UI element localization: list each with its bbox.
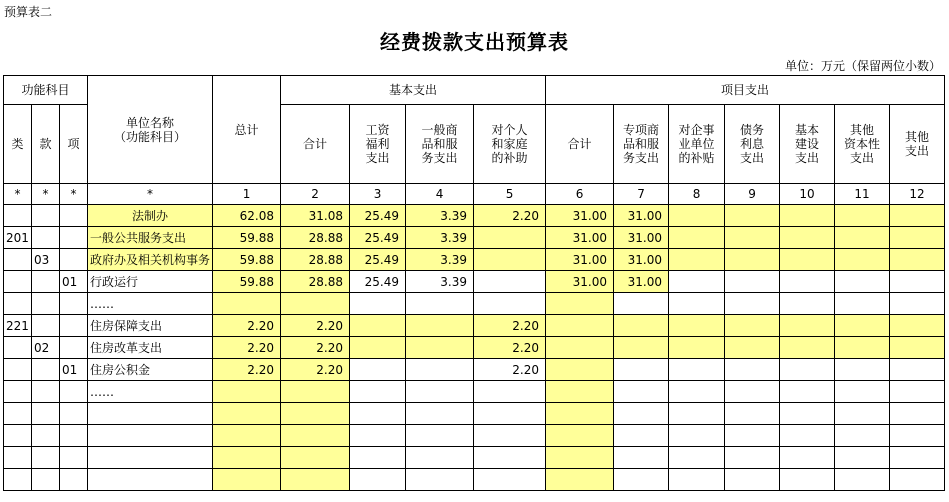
header-project-expenditure: 项目支出: [546, 76, 945, 105]
amount-cell: [281, 447, 350, 469]
amount-cell: [890, 425, 945, 447]
amount-cell: [780, 249, 835, 271]
amount-cell: [780, 403, 835, 425]
amount-cell: 59.88: [213, 271, 281, 293]
column-index-cell: 3: [350, 184, 406, 205]
amount-cell: [835, 227, 890, 249]
table-row: [4, 359, 945, 381]
table-row: [4, 249, 945, 271]
unit-name-cell: 一般公共服务支出: [88, 227, 213, 249]
amount-cell: 28.88: [281, 271, 350, 293]
amount-cell: [669, 447, 725, 469]
column-index-cell: *: [4, 184, 32, 205]
amount-cell: [474, 227, 546, 249]
amount-cell: [474, 469, 546, 491]
header-func-subject: 功能科目: [4, 76, 88, 105]
amount-cell: [546, 359, 614, 381]
amount-cell: [474, 271, 546, 293]
amount-cell: [406, 359, 474, 381]
amount-cell: [669, 293, 725, 315]
amount-cell: [835, 271, 890, 293]
amount-cell: [546, 425, 614, 447]
amount-cell: 3.39: [406, 271, 474, 293]
subject-code-cell: [32, 359, 60, 381]
amount-cell: [890, 359, 945, 381]
subject-code-cell: [32, 271, 60, 293]
amount-cell: [890, 227, 945, 249]
subject-code-cell: 01: [60, 271, 88, 293]
amount-cell: [780, 447, 835, 469]
amount-cell: 25.49: [350, 271, 406, 293]
amount-cell: [350, 359, 406, 381]
amount-cell: 3.39: [406, 205, 474, 227]
subject-code-cell: [32, 381, 60, 403]
subject-code-cell: [4, 403, 32, 425]
amount-cell: [725, 403, 780, 425]
document-title: 经费拨款支出预算表: [380, 30, 569, 54]
amount-cell: [406, 315, 474, 337]
amount-cell: 2.20: [213, 359, 281, 381]
amount-cell: [835, 249, 890, 271]
subject-code-cell: [60, 293, 88, 315]
amount-cell: [546, 447, 614, 469]
unit-note: 单位：万元（保留两位小数）: [784, 59, 941, 73]
header-project-subtotal: 合计: [546, 105, 614, 184]
amount-cell: [406, 403, 474, 425]
amount-cell: 25.49: [350, 249, 406, 271]
column-index-cell: *: [60, 184, 88, 205]
amount-cell: [835, 315, 890, 337]
subject-code-cell: 02: [32, 337, 60, 359]
amount-cell: [669, 337, 725, 359]
amount-cell: [835, 359, 890, 381]
amount-cell: [725, 447, 780, 469]
amount-cell: [614, 381, 669, 403]
amount-cell: [474, 381, 546, 403]
amount-cell: [725, 359, 780, 381]
amount-cell: [350, 469, 406, 491]
amount-cell: 2.20: [281, 337, 350, 359]
amount-cell: [669, 249, 725, 271]
amount-cell: [780, 227, 835, 249]
subject-code-cell: [60, 249, 88, 271]
amount-cell: 3.39: [406, 227, 474, 249]
amount-cell: [614, 403, 669, 425]
header-individual-subsidy: 对个人 和家庭 的补助: [474, 105, 546, 184]
amount-cell: [669, 359, 725, 381]
header-wages-welfare: 工资 福利 支出: [350, 105, 406, 184]
amount-cell: [890, 447, 945, 469]
amount-cell: [281, 293, 350, 315]
column-index-cell: 5: [474, 184, 546, 205]
unit-name-cell: 住房改革支出: [88, 337, 213, 359]
amount-cell: [669, 227, 725, 249]
subject-code-cell: [32, 205, 60, 227]
amount-cell: [725, 205, 780, 227]
header-total: 总计: [213, 76, 281, 184]
amount-cell: [780, 315, 835, 337]
amount-cell: [614, 359, 669, 381]
header-unit-name: 单位名称 （功能科目）: [88, 76, 213, 184]
amount-cell: 31.00: [614, 271, 669, 293]
amount-cell: 2.20: [474, 205, 546, 227]
amount-cell: [780, 337, 835, 359]
amount-cell: 31.00: [546, 205, 614, 227]
amount-cell: [725, 469, 780, 491]
amount-cell: 31.00: [546, 271, 614, 293]
table-body: [4, 205, 945, 491]
subject-code-cell: [4, 337, 32, 359]
header-basic-expenditure: 基本支出: [281, 76, 546, 105]
table-number-label: 预算表二: [4, 5, 53, 19]
subject-code-cell: [32, 227, 60, 249]
table-row: [4, 271, 945, 293]
amount-cell: [725, 249, 780, 271]
amount-cell: 62.08: [213, 205, 281, 227]
amount-cell: [474, 293, 546, 315]
amount-cell: [406, 469, 474, 491]
amount-cell: [281, 403, 350, 425]
table-row: [4, 293, 945, 315]
column-index-cell: 8: [669, 184, 725, 205]
amount-cell: 2.20: [474, 359, 546, 381]
amount-cell: [350, 293, 406, 315]
amount-cell: 59.88: [213, 249, 281, 271]
amount-cell: 2.20: [213, 315, 281, 337]
amount-cell: [890, 249, 945, 271]
header-debt-interest: 债务 利息 支出: [725, 105, 780, 184]
amount-cell: [281, 425, 350, 447]
subject-code-cell: [32, 425, 60, 447]
table-row: [4, 337, 945, 359]
amount-cell: [890, 403, 945, 425]
amount-cell: [669, 205, 725, 227]
subject-code-cell: [4, 271, 32, 293]
amount-cell: [835, 447, 890, 469]
header-capital-construction: 基本 建设 支出: [780, 105, 835, 184]
amount-cell: [614, 425, 669, 447]
amount-cell: 31.00: [614, 205, 669, 227]
amount-cell: [669, 425, 725, 447]
amount-cell: [350, 425, 406, 447]
unit-name-cell: 法制办: [88, 205, 213, 227]
budget-table: [3, 75, 945, 491]
amount-cell: [835, 337, 890, 359]
subject-code-cell: [4, 249, 32, 271]
amount-cell: [890, 271, 945, 293]
amount-cell: [350, 315, 406, 337]
amount-cell: [780, 293, 835, 315]
amount-cell: [669, 403, 725, 425]
table-row: [4, 447, 945, 469]
unit-name-cell: [88, 403, 213, 425]
amount-cell: [835, 469, 890, 491]
subject-code-cell: 01: [60, 359, 88, 381]
header-kuan: 款: [32, 105, 60, 184]
column-index-cell: 4: [406, 184, 474, 205]
amount-cell: [725, 381, 780, 403]
subject-code-cell: [32, 447, 60, 469]
subject-code-cell: [4, 205, 32, 227]
amount-cell: [213, 447, 281, 469]
amount-cell: 59.88: [213, 227, 281, 249]
amount-cell: [890, 381, 945, 403]
header-xiang: 项: [60, 105, 88, 184]
subject-code-cell: [32, 293, 60, 315]
amount-cell: [835, 205, 890, 227]
header-goods-services: 一般商 品和服 务支出: [406, 105, 474, 184]
amount-cell: [835, 403, 890, 425]
amount-cell: [406, 293, 474, 315]
amount-cell: 31.00: [546, 227, 614, 249]
unit-name-cell: 行政运行: [88, 271, 213, 293]
amount-cell: [474, 425, 546, 447]
amount-cell: 31.00: [546, 249, 614, 271]
subject-code-cell: 201: [4, 227, 32, 249]
subject-code-cell: [60, 337, 88, 359]
amount-cell: [281, 469, 350, 491]
subject-code-cell: [32, 315, 60, 337]
column-index-cell: 7: [614, 184, 669, 205]
table-row: [4, 227, 945, 249]
amount-cell: [614, 293, 669, 315]
amount-cell: 31.00: [614, 227, 669, 249]
column-index-cell: 11: [835, 184, 890, 205]
amount-cell: [546, 315, 614, 337]
amount-cell: [474, 249, 546, 271]
amount-cell: [350, 403, 406, 425]
header-other-expenditure: 其他 支出: [890, 105, 945, 184]
amount-cell: [780, 469, 835, 491]
amount-cell: [725, 293, 780, 315]
amount-cell: [669, 315, 725, 337]
amount-cell: [474, 403, 546, 425]
column-index-cell: 12: [890, 184, 945, 205]
header-lei: 类: [4, 105, 32, 184]
subject-code-cell: 221: [4, 315, 32, 337]
subject-code-cell: [32, 469, 60, 491]
header-enterprise-subsidy: 对企事 业单位 的补贴: [669, 105, 725, 184]
amount-cell: [835, 293, 890, 315]
unit-name-cell: 住房保障支出: [88, 315, 213, 337]
header-basic-subtotal: 合计: [281, 105, 350, 184]
subject-code-cell: [4, 293, 32, 315]
amount-cell: 3.39: [406, 249, 474, 271]
table-row: [4, 205, 945, 227]
amount-cell: [213, 403, 281, 425]
table-row: [4, 469, 945, 491]
amount-cell: [350, 447, 406, 469]
subject-code-cell: [4, 469, 32, 491]
amount-cell: [546, 293, 614, 315]
amount-cell: [890, 469, 945, 491]
amount-cell: [546, 403, 614, 425]
unit-name-cell: 住房公积金: [88, 359, 213, 381]
subject-code-cell: [60, 205, 88, 227]
unit-name-cell: [88, 425, 213, 447]
column-index-cell: 6: [546, 184, 614, 205]
column-index-cell: 10: [780, 184, 835, 205]
unit-name-cell: [88, 469, 213, 491]
subject-code-cell: [60, 227, 88, 249]
amount-cell: [725, 425, 780, 447]
subject-code-cell: [4, 447, 32, 469]
amount-cell: [213, 293, 281, 315]
subject-code-cell: [4, 359, 32, 381]
amount-cell: [406, 425, 474, 447]
amount-cell: 28.88: [281, 249, 350, 271]
amount-cell: [725, 271, 780, 293]
amount-cell: 2.20: [281, 359, 350, 381]
amount-cell: [725, 315, 780, 337]
amount-cell: 25.49: [350, 227, 406, 249]
unit-name-cell: 政府办及相关机构事务: [88, 249, 213, 271]
amount-cell: 25.49: [350, 205, 406, 227]
subject-code-cell: [60, 381, 88, 403]
amount-cell: [474, 447, 546, 469]
amount-cell: [669, 381, 725, 403]
amount-cell: [780, 205, 835, 227]
column-index-cell: 2: [281, 184, 350, 205]
amount-cell: [281, 381, 350, 403]
table-row: [4, 315, 945, 337]
amount-cell: 31.08: [281, 205, 350, 227]
column-index-cell: *: [32, 184, 60, 205]
amount-cell: [669, 469, 725, 491]
header-special-goods: 专项商 品和服 务支出: [614, 105, 669, 184]
amount-cell: [213, 381, 281, 403]
amount-cell: [406, 447, 474, 469]
amount-cell: 2.20: [281, 315, 350, 337]
amount-cell: [780, 425, 835, 447]
amount-cell: 2.20: [213, 337, 281, 359]
table-row: [4, 425, 945, 447]
column-index-row: [4, 184, 945, 205]
amount-cell: [546, 337, 614, 359]
amount-cell: [213, 425, 281, 447]
amount-cell: [614, 337, 669, 359]
amount-cell: [350, 337, 406, 359]
subject-code-cell: [32, 403, 60, 425]
amount-cell: [890, 337, 945, 359]
amount-cell: [614, 447, 669, 469]
subject-code-cell: [4, 425, 32, 447]
subject-code-cell: [60, 315, 88, 337]
amount-cell: [780, 271, 835, 293]
amount-cell: [614, 469, 669, 491]
amount-cell: [890, 293, 945, 315]
subject-code-cell: [60, 425, 88, 447]
column-index-cell: 9: [725, 184, 780, 205]
amount-cell: [890, 205, 945, 227]
subject-code-cell: [60, 403, 88, 425]
amount-cell: [669, 271, 725, 293]
column-index-cell: 1: [213, 184, 281, 205]
unit-name-cell: ……: [88, 293, 213, 315]
amount-cell: [406, 337, 474, 359]
amount-cell: [725, 337, 780, 359]
amount-cell: [614, 315, 669, 337]
subject-code-cell: [4, 381, 32, 403]
amount-cell: 31.00: [614, 249, 669, 271]
column-index-cell: *: [88, 184, 213, 205]
amount-cell: [725, 227, 780, 249]
amount-cell: 2.20: [474, 337, 546, 359]
table-row: [4, 381, 945, 403]
unit-name-cell: [88, 447, 213, 469]
amount-cell: [546, 381, 614, 403]
amount-cell: [350, 381, 406, 403]
amount-cell: [546, 469, 614, 491]
amount-cell: [890, 315, 945, 337]
subject-code-cell: [60, 447, 88, 469]
subject-code-cell: [60, 469, 88, 491]
subject-code-cell: 03: [32, 249, 60, 271]
amount-cell: [835, 381, 890, 403]
amount-cell: 2.20: [474, 315, 546, 337]
amount-cell: [213, 469, 281, 491]
amount-cell: [835, 425, 890, 447]
table-row: [4, 403, 945, 425]
amount-cell: [780, 381, 835, 403]
header-other-capital: 其他 资本性 支出: [835, 105, 890, 184]
amount-cell: 28.88: [281, 227, 350, 249]
amount-cell: [406, 381, 474, 403]
amount-cell: [780, 359, 835, 381]
unit-name-cell: ……: [88, 381, 213, 403]
